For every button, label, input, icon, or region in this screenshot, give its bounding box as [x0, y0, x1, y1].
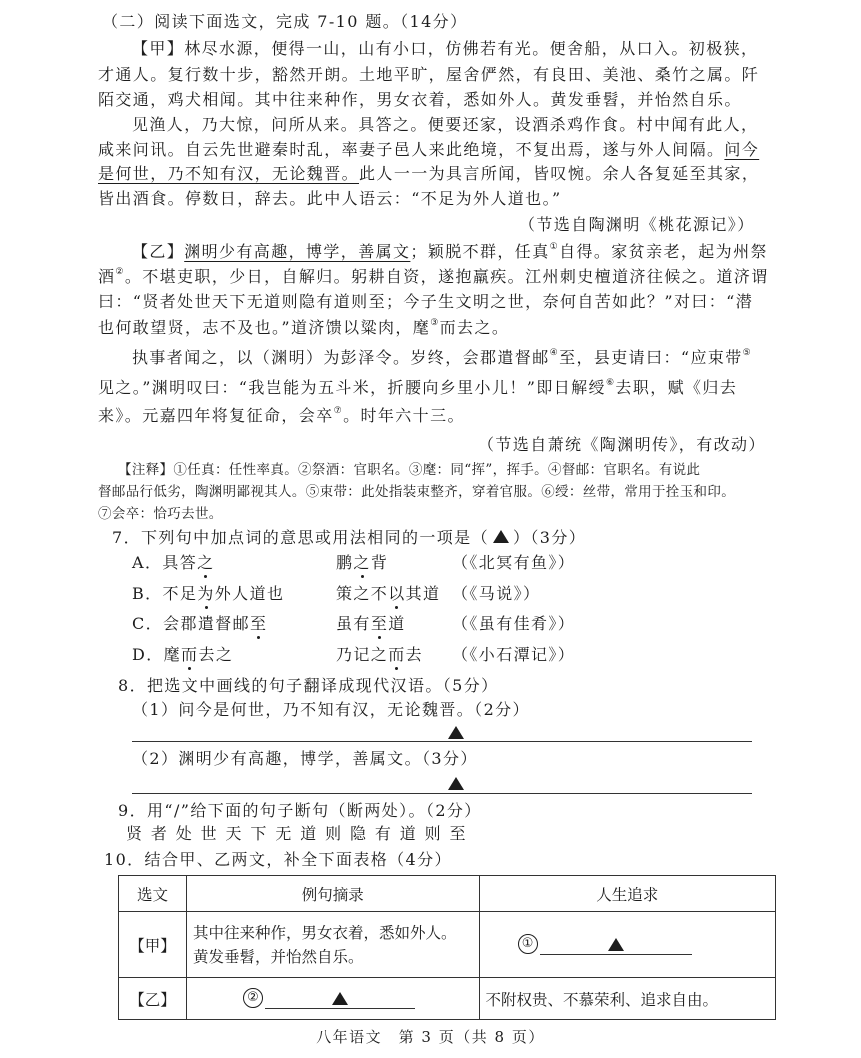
triangle-icon — [332, 992, 348, 1005]
dotted-char: 为 — [197, 582, 214, 606]
note-mark: ⑥ — [605, 378, 616, 388]
row-label: 【乙】 — [119, 978, 187, 1020]
notes-line: 【注释】①任真：任性率真。②祭酒：官职名。③麾：同“挥”，挥手。④督邮：官职名。有说此 — [118, 462, 701, 478]
dotted-char: 之 — [197, 551, 214, 575]
q7-stem: 7．下列句中加点词的意思或用法相同的一项是（ ）（3分） — [112, 528, 587, 547]
blank-line[interactable] — [265, 990, 415, 1009]
passage-a-line: 陌交通，鸡犬相闻。其中往来种作，男女衣着，悉如外人。黄发垂髫，并怡然自乐。 — [98, 90, 742, 109]
passage-b-line: 【乙】渊明少有高趣，博学，善属文；颖脱不群，任真①自得。家贫亲老，起为州祭 — [132, 242, 768, 261]
table-row — [119, 978, 776, 1020]
passage-a-source: （节选自陶渊明《桃花源记》） — [519, 215, 755, 234]
summary-table — [118, 875, 776, 1020]
notes-line: ⑦会卒：恰巧去世。 — [98, 506, 223, 522]
answer-line[interactable] — [132, 793, 752, 794]
note-mark: ⑤ — [742, 348, 753, 358]
q10-stem: 10．结合甲、乙两文，补全下面表格（4分） — [104, 850, 452, 869]
passage-b-line: 也何敢望贤，志不及也。”道济馈以粱肉，麾③而去之。 — [98, 318, 510, 337]
table-header-cell: 人生追求 — [479, 876, 775, 912]
blank-line[interactable] — [540, 936, 692, 955]
triangle-icon — [448, 726, 464, 739]
answer-line[interactable] — [132, 741, 752, 742]
underlined-sentence: 渊明少有高趣，博学，善属文 — [184, 242, 411, 261]
section-header: （二）阅读下面选文，完成 7-10 题。（14分） — [102, 12, 468, 31]
page-footer: 八年语文 第 3 页（共 8 页） — [316, 1028, 545, 1046]
dotted-char: 而 — [181, 643, 198, 667]
blank-number: ② — [243, 988, 263, 1008]
table-row — [119, 912, 776, 978]
passage-a-line: 【甲】林尽水源，便得一山，山有小口，仿佛若有光。便舍船，从口入。初极狭， — [132, 39, 759, 58]
note-mark: ④ — [549, 348, 560, 358]
passage-a-line: 见渔人，乃大惊，问所从来。具答之。便要还家，设酒杀鸡作食。村中闻有此人， — [132, 115, 759, 134]
notes-line: 督邮品行低劣，陶渊明鄙视其人。⑤束带：此处指装束整齐，穿着官服。⑥绶：丝带，常用于拴玉和印。 — [98, 484, 736, 500]
passage-b-line: 来》。元嘉四年将复征命，会卒⑦。时年六十三。 — [98, 406, 465, 425]
passage-b-line: 酒②。不堪吏职，少日，自解归。躬耕自资，遂抱羸疾。江州刺史檀道济往候之。道济谓 — [98, 267, 769, 286]
passage-b-source: （节选自萧统《陶渊明传》，有改动） — [478, 435, 766, 454]
table-header-cell: 例句摘录 — [186, 876, 479, 912]
passage-b-line: 执事者闻之，以（渊明）为彭泽令。岁终，会郡遣督邮④至，县吏请曰：“应束带⑤ — [132, 348, 753, 367]
underlined-sentence: 是何世，乃不知有汉，无论魏晋。 — [98, 164, 360, 183]
dotted-char: 之 — [353, 551, 370, 575]
passage-a-line: 才通人。复行数十步，豁然开朗。土地平旷，屋舍俨然，有良田、美池、桑竹之属。阡 — [98, 65, 760, 84]
q9-sentence: 贤 者 处 世 天 下 无 道 则 隐 有 道 则 至 — [126, 824, 468, 843]
triangle-icon — [608, 938, 624, 951]
dotted-char: 而 — [388, 643, 405, 667]
dotted-char: 至 — [250, 612, 267, 636]
exam-page: （二）阅读下面选文，完成 7-10 题。（14分） 【甲】林尽水源，便得一山，山有小口，仿佛若有光。便舍船，从口入。初极狭， 才通人。复行数十步，豁然开朗。土地平旷，屋舍俨然，有良田、美池、桑竹之属。阡 陌交通，鸡犬相闻。其中往来种作，男女衣着，悉如外人。黄发垂髫，并怡然自乐。 见渔人，乃大惊，问所从来。具答之。便要还家，设酒杀鸡作食。村中闻有此人， 咸来问讯。自云先世避秦时乱，率妻子邑人来此绝境，不复出焉，遂与外人间隔。问今 是何世，乃不知有汉，无论魏晋。此人一一为具言所闻，皆叹惋。余人各复延至其家， 皆出酒食。停数日，辞去。此中人语云：“不足为外人道也。” （节选自陶渊明《桃花源记》） 【乙】渊明少有高趣，博学，善属文；颖脱不群，任真①自得。家贫亲老，起为州祭 酒②。不堪吏职，少日，自解归。躬耕自资，遂抱羸疾。江州刺史檀道济往候之。道济谓 曰：“贤者处世天下无道则隐有道则至；今子生文明之世，奈何自苦如此？”对曰：“潜 也何敢望贤，志不及也。”道济馈以粱肉，麾③而去之。 执事者闻之，以（渊明）为彭泽令。岁终，会郡遣督邮④至，县吏请曰：“应束带⑤ 见之。”渊明叹曰：“我岂能为五斗米，折腰向乡里小儿！”即日解绶⑥去职，赋《归去 来》。元嘉四年将复征命，会卒⑦。时年六十三。 （节选自萧统《陶渊明传》，有改动） 【注释】①任真：任性率真。②祭酒：官职名。③麾：同“挥”，挥手。④督邮：官职名。有说此 督邮品行低劣，陶渊明鄙视其人。⑤束带：此处指装束整齐，穿着官服。⑥绶：丝带，常用于拴玉和印。 ⑦会卒：恰巧去世。 7．下列句中加点词的意思或用法相同的一项是（ ）（3分） A．具答之 鹏之背 （《北冥有鱼》） B．不足为外人道也 策之不以其道 （《马说》） C．会郡遣督邮至 虽有至道 （《虽有佳肴》） D．麾而去之 乃记之而去 （《小石潭记》） 8．把选文中画线的句子翻译成现代汉语。（5分） （1）问今是何世，乃不知有汉，无论魏晋。（2分） （2）渊明少有高趣，博学，善属文。（3分） 9．用“/”给下面的句子断句（断两处）。（2分） 贤 者 处 世 天 下 无 道 则 隐 有 道 则 至 10．结合甲、乙两文，补全下面表格（4分） 选文 例句摘录 人生追求 【甲】 其中往来种作，男女衣着，悉如外人。 黄发垂髫，并怡然自乐。 ① 【乙】 ② 不附权贵、不慕荣利、追求自由。 八年语文 第 3 页（共 8 页） — [0, 0, 861, 1058]
passage-b-line: 见之。”渊明叹曰：“我岂能为五斗米，折腰向乡里小儿！”即日解绶⑥去职，赋《归去 — [98, 378, 738, 397]
q8-sentence-2: （2）渊明少有高趣，博学，善属文。（3分） — [132, 749, 478, 768]
quote-cell: 其中往来种作，男女衣着，悉如外人。 黄发垂髫，并怡然自乐。 — [186, 912, 479, 978]
triangle-icon — [493, 530, 509, 543]
row-label: 【甲】 — [119, 912, 187, 978]
note-mark: ⑦ — [333, 406, 344, 416]
q8-stem: 8．把选文中画线的句子翻译成现代汉语。（5分） — [118, 676, 499, 695]
dotted-char: 至 — [371, 612, 388, 636]
note-mark: ② — [115, 267, 125, 277]
passage-a-line: 是何世，乃不知有汉，无论魏晋。此人一一为具言所闻，皆叹惋。余人各复延至其家， — [98, 164, 760, 183]
passage-a-line: 皆出酒食。停数日，辞去。此中人语云：“不足为外人道也。” — [98, 189, 562, 208]
answer-cell[interactable] — [479, 912, 775, 978]
triangle-icon — [448, 777, 464, 790]
dotted-char: 以 — [388, 582, 405, 606]
passage-b-line: 曰：“贤者处世天下无道则隐有道则至；今子生文明之世，奈何自苦如此？”对曰：“潜 — [98, 292, 754, 311]
passage-a-line: 咸来问讯。自云先世避秦时乱，率妻子邑人来此绝境，不复出焉，遂与外人间隔。问今 — [98, 140, 760, 159]
underlined-sentence: 问今 — [724, 140, 760, 159]
blank-number: ① — [518, 934, 538, 954]
q9-stem: 9．用“/”给下面的句子断句（断两处）。（2分） — [118, 801, 482, 820]
note-mark: ③ — [430, 318, 440, 328]
note-mark: ① — [549, 242, 560, 252]
table-header-row — [119, 876, 776, 912]
answer-cell[interactable] — [186, 978, 479, 1020]
q8-sentence-1: （1）问今是何世，乃不知有汉，无论魏晋。（2分） — [132, 700, 530, 719]
table-header-cell: 选文 — [119, 876, 187, 912]
pursuit-cell: 不附权贵、不慕荣利、追求自由。 — [479, 978, 775, 1020]
